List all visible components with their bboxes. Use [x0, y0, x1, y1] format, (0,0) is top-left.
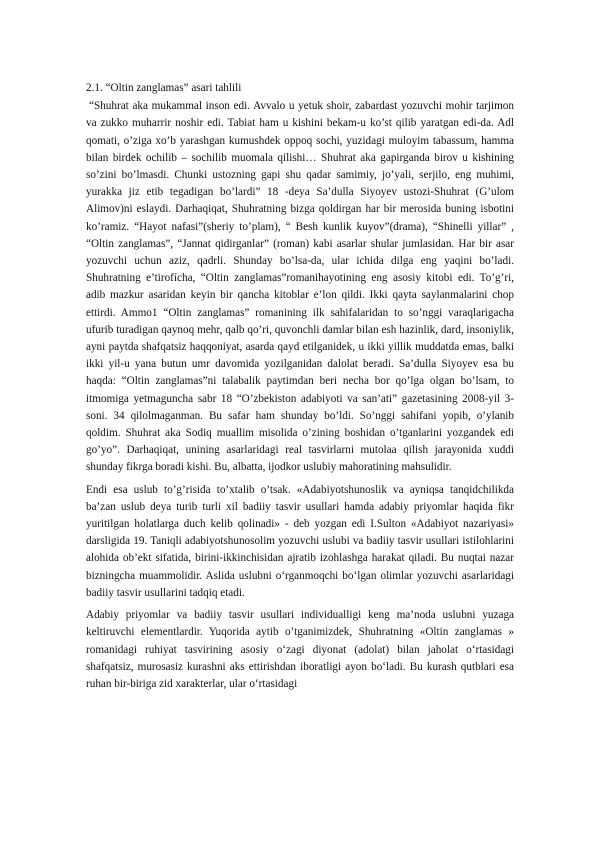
paragraph-shuhrat-memoir: “Shuhrat aka mukammal inson edi. Avvalo u yetuk shoir, zabardast yozuvchi mohir tarjimon va zukko muharrir noshir edi. Tabiat ham u kishini bekam-u ko’st qilib yaratgan edi-da. Adl qomati, o’ziga xo’b yarashgan kumushdek oppoq sochi, yuzidagi muloyim tabassum, hamma bilan birdek ochilib – sochilib muomala qilishi… Shuhrat aka gapirganda birov u kishining so’zini bo’lmasdi. Chunki ustozning gapi shu qadar samimiy, jo’yali, serjilo, eng muhimi, yurakka jiz etib tegadigan bo’lardi” 18 -deya Sa’dulla Siyoyev ustozi-Shuhrat (G’ulom Alimov)ni eslaydi. Darhaqiqat, Shuhratning bizga qoldirgan har bir merosida buning isbotini ko’ramiz. “Hayot nafasi”(sheriy to’plam), “ Besh kunlik kuyov”(drama), “Shinelli yillar” , “Oltin zanglamas”, “Jannat qidirganlar” (roman) kabi asarlar shular jumlasidan. Har bir asar yozuvchi uchun aziz, qadrli. Shunday bo’lsa-da, ular ichida dilga eng yaqini bo’ladi. Shuhratning e’tirofícha, “Oltin zanglamas”romanihayotining eng asosiy kitobi edi. To’g’ri, adib mazkur asaridan keyin bir qancha kitoblar e’lon qildi. Ikki qayta saylanmalarini chop ettirdi. Ammo1 “Oltin zanglamas” romanining ilk sahifalaridan to so’nggi varaqlarigacha ufurib turadigan qaynoq mehr, qalb qo’ri, quvonchli damlar bilan esh hazinlik, dard, insoniylik, ayni paytda shafqatsiz haqqoniyat, asarda qayd etilganidek, u ikki yillik muddatda emas, balki ikki yil-u yana butun umr davomida yozilganidan dalolat beradi. Sa’dulla Siyoyev esa bu haqda: “Oltin zanglamas”ni talabalik paytimdan beri necha bor qo’lga olgan bo’lsam, to itmomiga yetmaguncha sabr 18 “O’zbekiston adabiyoti va san’ati” gazetasining 2008-yil 3-soni. 34 qilolmaganman. Bu safar ham shunday bo’ldi. So’nggi sahifani yopib, o’ylanib qoldim. Shuhrat aka Sodiq muallim misolida o’zining boshidan o’tganlarini yozgandek edi go’yo”. Darhaqiqat, unining asarlaridagi real tasvirlarni mutolaa qilish jarayonida xuddi shunday fikrga boradi kishi. Bu, albatta, ijodkor uslubiy mahoratining mahsulidir.: [86, 100, 514, 474]
document-page: [86, 80, 514, 693]
paragraph-literary-devices: Adabiy priyomlar va badiiy tasvir usullari individualligi keng ma’noda uslubni yuzaga keltiruvchi elementlardir. Yuqorida aytib o’tganimizdek, Shuhratning «Oltin zanglamas » romanidagi ruhiyat tasvirining asosiy o‘zagi diyonat (adolat) bilan jaholat o‘rtasidagi shafqatsiz, murosasiz kurashni aks ettirishdan iboratligi ayon bo‘ladi. Bu kurash qutblari esa ruhan bir-biriga zid xarakterlar, ular o‘rtasidagi: [86, 609, 514, 690]
paragraph-style-discussion: Endi esa uslub to’g’risida to’xtalib o’tsak. «Adabiyotshunoslik va ayniqsa tanqidchilikda ba’zan uslub deya turib turli xil badiiy tasvir usullari hamda adabiy priyomlar haqida fikr yuritilgan holatlarga duch kelib qolinadi» - deb yozgan edi I.Sulton «Adabiyot nazariyasi» darsligida 19. Taniqli adabiyotshunosolim yozuvchi uslubi va badiiy tasvir usullari istilohlarini alohida ob’ekt sifatida, birini-ikkinchisidan ajratib izohlashga harakat qiladi. Bu nuqtai nazar bizningcha muammolidir. Aslida uslubni o‘rganmoqchi bo‘lgan olimlar yozuvchi asarlaridagi badiiy tasvir usullarini tadqiq etadi.: [86, 483, 514, 599]
section-heading: 2.1. “Oltin zanglamas” asari tahlili: [86, 82, 242, 94]
